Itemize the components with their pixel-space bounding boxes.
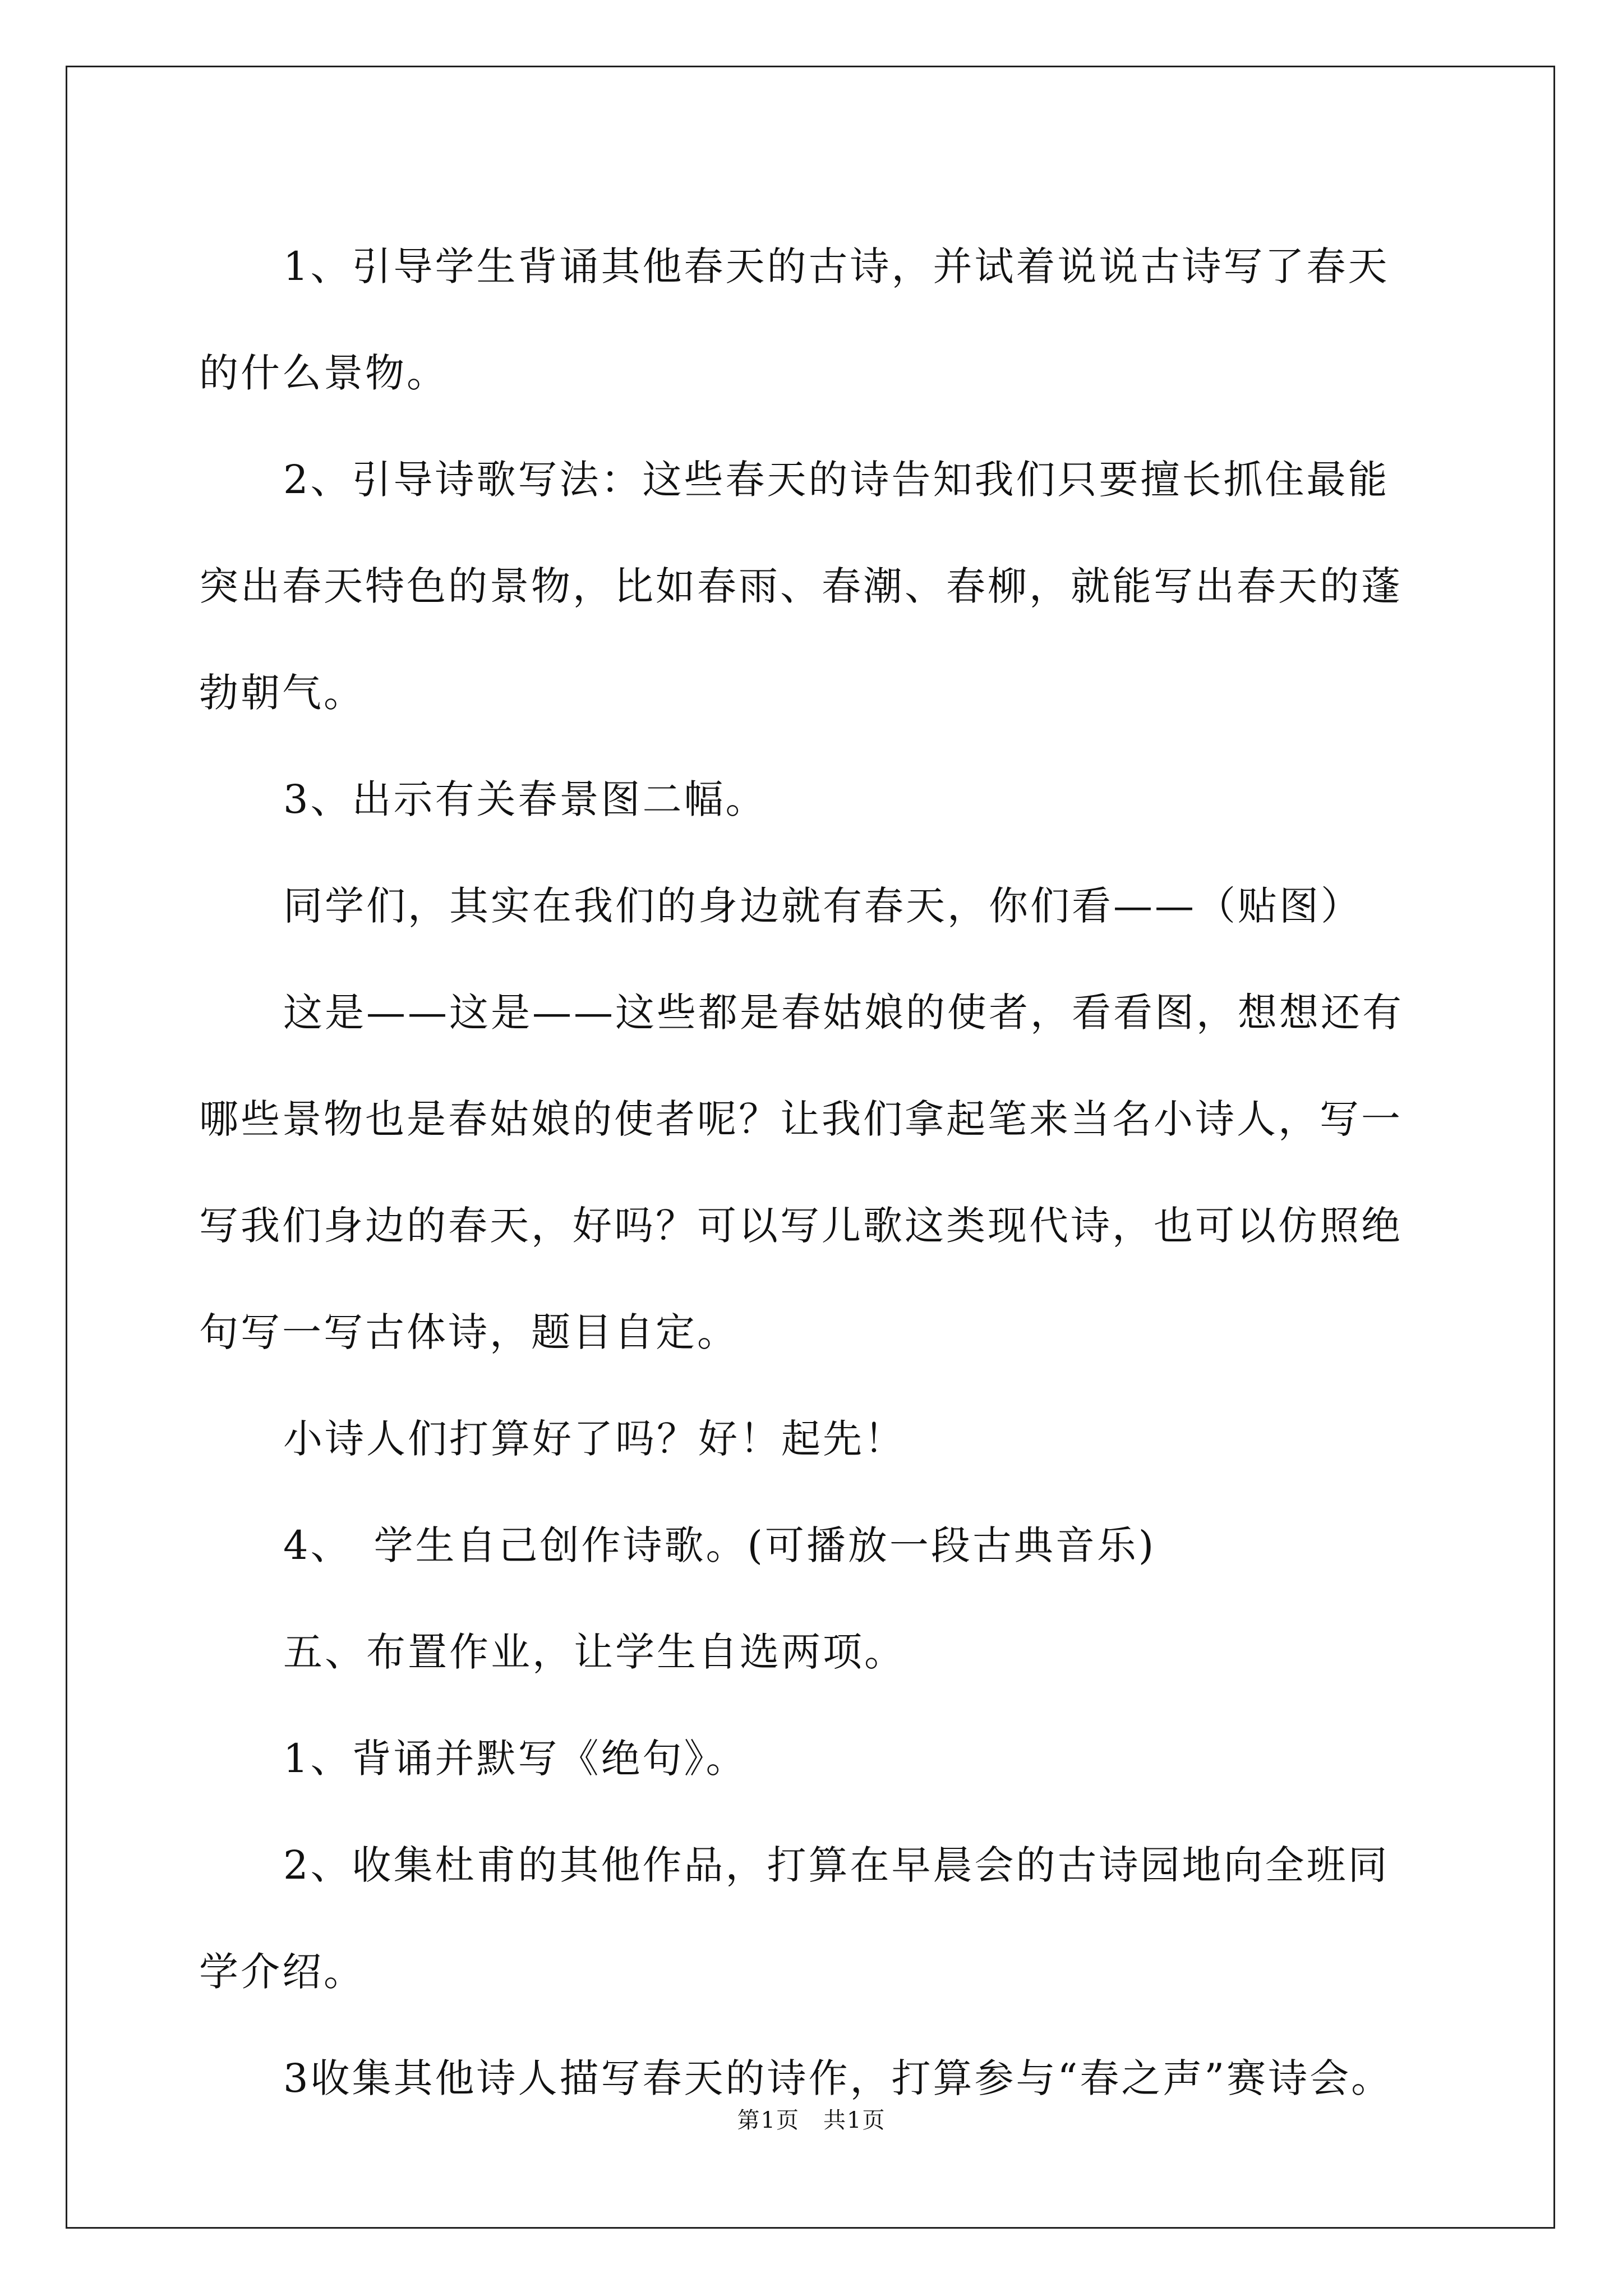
page-number-footer: 第1页 共1页 — [737, 2108, 886, 2133]
paragraph-4: 同学们，其实在我们的身边就有春天，你们看——（贴图） — [283, 883, 1362, 929]
paragraph-7: 4、 学生自己创作诗歌。(可播放一段古典音乐) — [283, 1522, 1156, 1568]
paragraph-1: 1、引导学生背诵其他春天的古诗，并试着说说古诗写了春天的什么景物。 — [199, 243, 1390, 396]
paragraph-6: 小诗人们打算好了吗？好！起先！ — [283, 1416, 906, 1462]
paragraph-8: 五、布置作业，让学生自选两项。 — [283, 1629, 906, 1675]
paragraph-10: 2、收集杜甫的其他作品，打算在早晨会的古诗园地向全班同学介绍。 — [199, 1842, 1390, 1995]
paragraph-5: 这是——这是——这些都是春姑娘的使者，看看图，想想还有哪些景物也是春姑娘的使者呢？让我们拿起笔来当名小诗人，写一写我们身边的春天，好吗？可以写儿歌这类现代诗，也可以仿照绝句写一写古体诗，题目自定。 — [199, 990, 1404, 1355]
paragraph-9: 1、背诵并默写《绝句》。 — [283, 1736, 748, 1782]
document-body — [199, 213, 1424, 2132]
paragraph-2: 2、引导诗歌写法：这些春天的诗告知我们只要擅长抓住最能突出春天特色的景物，比如春雨、春潮、春柳，就能写出春天的蓬勃朝气。 — [199, 457, 1403, 716]
paragraph-3: 3、出示有关春景图二幅。 — [283, 776, 767, 822]
paragraph-11: 3收集其他诗人描写春天的诗作，打算参与“春之声”赛诗会。 — [283, 2055, 1393, 2101]
